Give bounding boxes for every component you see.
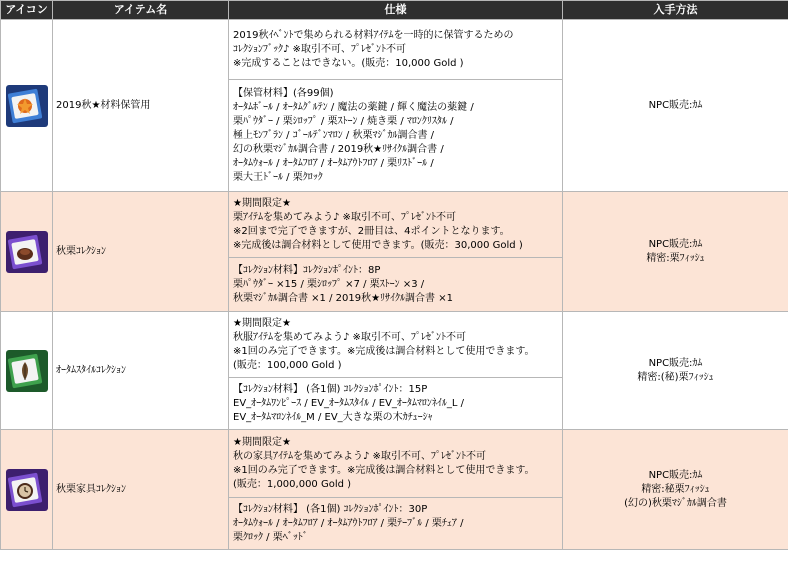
spec-line: 幻の秋栗ﾏｼﾞｶﾙ調合書 / 2019秋★ﾘｻｲｸﾙ調合書 / [233,143,444,155]
acquire-cell [563,312,788,430]
spec-line: ※1回のみ完了できます。※完成後は調合材料として使用できます。 [233,464,535,476]
spec-top [229,430,563,498]
spec-line: 秋服ｱｲﾃﾑを集めてみよう♪ ※取引不可、ﾌﾟﾚｾﾞﾝﾄ不可 [233,331,466,343]
spec-line: ※完成後は調合材料として使用できます。(販売：30,000 Gold ) [233,239,523,251]
acquire-line: NPC販売:ｶﾑ [648,99,703,111]
spec-line: 栗ﾊﾟｳﾀﾞｰ / 栗ｼﾛｯﾌﾟ / 栗ｽﾄｰﾝ / 焼き栗 / ﾏﾛﾝｸﾘｽﾀﾙ / [233,115,454,127]
spec-top [229,20,563,80]
item-name: 秋栗家具ｺﾚｸｼｮﾝ [53,430,229,550]
acquire-line: 精密:(秘)栗ﾌｨｯｼｭ [637,371,714,383]
table-header-row [1,1,788,20]
spec-line: 栗ｸﾛｯｸ / 栗ﾍﾞｯﾄﾞ [233,531,308,543]
spec-line: 2019秋ｲﾍﾞﾝﾄで集められる材料ｱｲﾃﾑを一時的に保管するための [233,29,514,41]
acquire-line: NPC販売:ｶﾑ [648,357,703,369]
spec-line: ｺﾚｸｼｮﾝﾌﾞｯｸ♪ ※取引不可、ﾌﾟﾚｾﾞﾝﾄ不可 [233,43,406,55]
icon-cell [1,20,53,192]
spec-line: 栗大王ﾄﾞｰﾙ / 栗ｸﾛｯｸ [233,171,323,183]
acquire-line: (幻の)秋栗ﾏｼﾞｶﾙ調合書 [624,497,727,509]
spec-line: (販売：100,000 Gold ) [233,359,342,371]
header-item-name: アイテム名 [53,1,229,20]
spec-line: 秋栗ﾏｼﾞｶﾙ調合書 ×1 / 2019秋★ﾘｻｲｸﾙ調合書 ×1 [233,292,453,304]
header-acquire: 入手方法 [563,1,788,20]
spec-line: ｵｰﾀﾑﾎﾞｰﾙ / ｵｰﾀﾑｸﾞﾙﾃﾝ / 魔法の薬鍵 / 輝く魔法の薬鍵 / [233,101,474,113]
icon-cell [1,312,53,430]
spec-bottom [229,498,563,550]
spec-line: 【保管材料】(各99個) [233,87,334,99]
spec-line: 栗ｱｲﾃﾑを集めてみよう♪ ※取引不可、ﾌﾟﾚｾﾞﾝﾄ不可 [233,211,456,223]
purple-book-clock-icon [4,467,50,513]
acquire-line: 精密:栗ﾌｨｯｼｭ [646,252,705,264]
spec-line: ※1回のみ完了できます。※完成後は調合材料として使用できます。 [233,345,535,357]
spec-line: 秋の家具ｱｲﾃﾑを集めてみよう♪ ※取引不可、ﾌﾟﾚｾﾞﾝﾄ不可 [233,450,486,462]
acquire-line: 精密:秘栗ﾌｨｯｼｭ [641,483,710,495]
header-spec: 仕様 [229,1,563,20]
icon-cell [1,430,53,550]
spec-line: 【ｺﾚｸｼｮﾝ材料】 (各1個) ｺﾚｸｼｮﾝﾎﾟｲﾝﾄ：30P [233,503,428,515]
item-name: ｵｰﾀﾑｽﾀｲﾙｺﾚｸｼｮﾝ [53,312,229,430]
spec-bottom [229,258,563,312]
table-row [1,20,788,80]
spec-line: ★期間限定★ [233,436,291,448]
acquire-cell [563,192,788,312]
item-name: 2019秋★材料保管用 [53,20,229,192]
spec-top [229,192,563,258]
spec-line: 極上ﾓﾝﾌﾞﾗﾝ / ｺﾞｰﾙﾃﾞﾝﾏﾛﾝ / 秋栗ﾏｼﾞｶﾙ調合書 / [233,129,435,141]
spec-line: EV_ｵｰﾀﾑﾏﾛﾝﾈｲﾙ_M / EV_大きな栗の木ｶﾁｭｰｼｬ [233,411,433,423]
spec-top [229,312,563,378]
spec-line: 栗ﾊﾟｳﾀﾞｰ ×15 / 栗ｼﾛｯﾌﾟ ×7 / 栗ｽﾄｰﾝ ×3 / [233,278,425,290]
table-row [1,430,788,498]
spec-line: ｵｰﾀﾑｳｫｰﾙ / ｵｰﾀﾑﾌﾛｱ / ｵｰﾀﾑｱｳﾄﾌﾛｱ / 栗ﾘｽﾄﾞｰﾙ / [233,157,434,169]
acquire-cell [563,20,788,192]
spec-bottom [229,378,563,430]
item-name: 秋栗ｺﾚｸｼｮﾝ [53,192,229,312]
spec-line: ※完成することはできない。(販売：10,000 Gold ) [233,57,464,69]
spec-line: 【ｺﾚｸｼｮﾝ材料】 (各1個) ｺﾚｸｼｮﾝﾎﾟｲﾝﾄ：15P [233,383,428,395]
table-row [1,192,788,258]
spec-bottom [229,80,563,192]
spec-line: 【ｺﾚｸｼｮﾝ材料】ｺﾚｸｼｮﾝﾎﾟｲﾝﾄ：8P [233,264,381,276]
blue-book-maple-icon [4,83,50,129]
spec-line: ★期間限定★ [233,317,291,329]
acquire-line: NPC販売:ｶﾑ [648,469,703,481]
spec-line: ｵｰﾀﾑｳｫｰﾙ / ｵｰﾀﾑﾌﾛｱ / ｵｰﾀﾑｱｳﾄﾌﾛｱ / 栗ﾃｰﾌﾞﾙ / 栗ﾁｪｱ / [233,517,464,529]
header-icon: アイコン [1,1,53,20]
spec-line: ★期間限定★ [233,197,291,209]
spec-line: EV_ｵｰﾀﾑﾜﾝﾋﾟｰｽ / EV_ｵｰﾀﾑｽﾀｲﾙ / EV_ｵｰﾀﾑﾏﾛﾝﾈｲﾙ_L / [233,397,465,409]
spec-line: (販売：1,000,000 Gold ) [233,478,352,490]
table-row [1,312,788,378]
icon-cell [1,192,53,312]
green-book-leaf-icon [4,348,50,394]
purple-book-chestnut-icon [4,229,50,275]
spec-line: ※2回まで完了できますが、2冊目は、4ポイントとなります。 [233,225,510,237]
acquire-line: NPC販売:ｶﾑ [648,238,703,250]
acquire-cell [563,430,788,550]
